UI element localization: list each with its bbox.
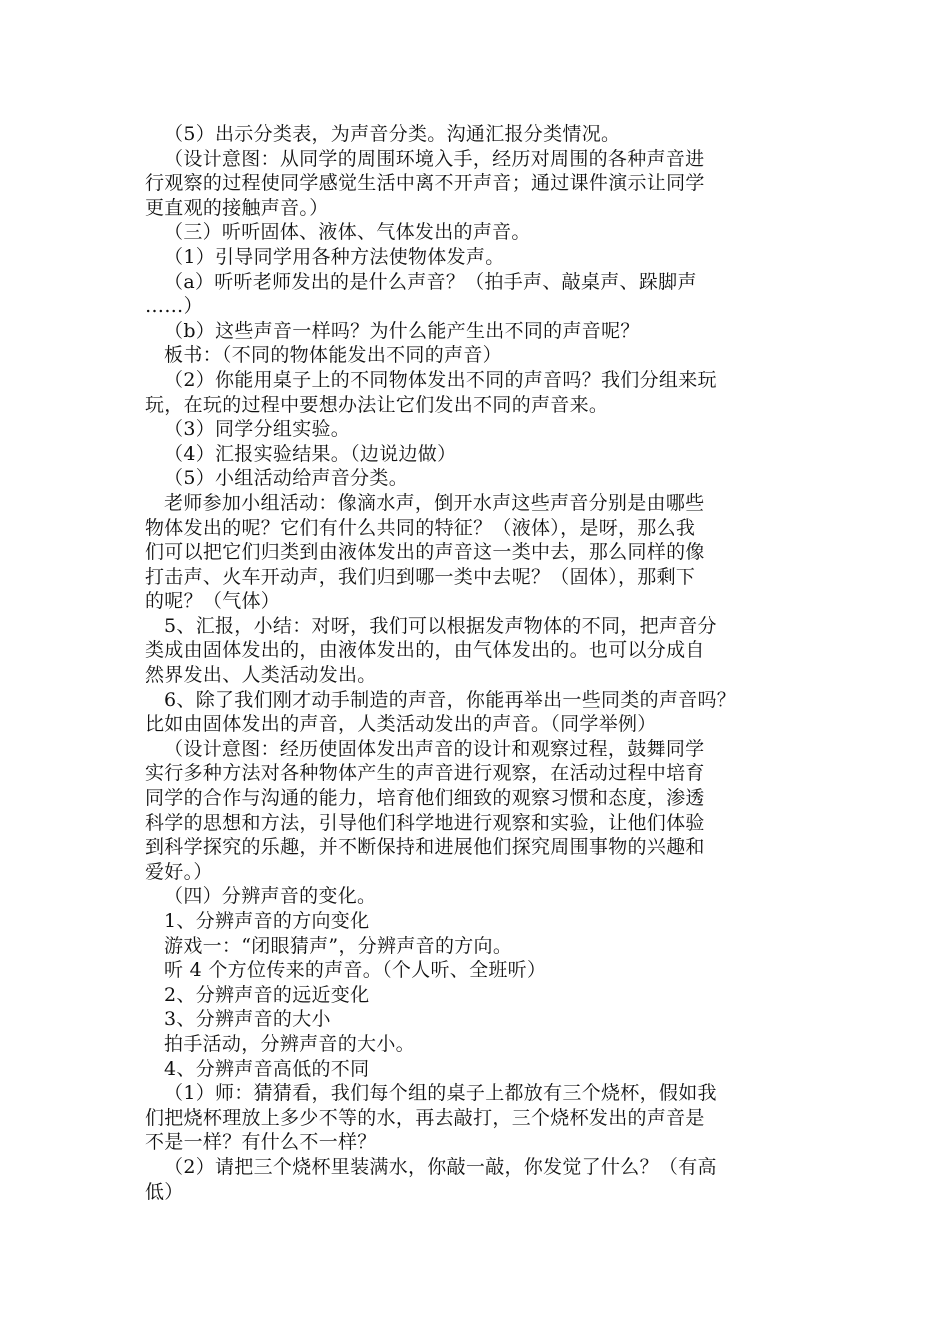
document-body (145, 122, 825, 1204)
text-line: 爱好。） (145, 860, 213, 883)
text-line: ……） (145, 295, 203, 318)
text-line: 然界发出、人类活动发出。 (145, 664, 377, 687)
text-line: （2）请把三个烧杯里装满水，你敲一敲，你发觉了什么？（有高 (145, 1155, 717, 1178)
text-line: 打击声、火车开动声，我们归到哪一类中去呢？（固体），那剩下 (145, 565, 696, 588)
text-line: 比如由固体发出的声音，人类活动发出的声音。（同学举例） (145, 713, 657, 736)
text-line: （5）小组活动给声音分类。 (145, 467, 409, 490)
text-line: （1）师：猜猜看，我们每个组的桌子上都放有三个烧杯，假如我 (145, 1082, 717, 1105)
text-line: 行观察的过程使同学感觉生活中离不开声音；通过课件演示让同学 (145, 172, 705, 195)
text-line: 听 4 个方位传来的声音。（个人听、全班听） (145, 959, 547, 982)
text-line: 的呢？（气体） (145, 590, 281, 613)
text-line: 游戏一：“闭眼猜声”，分辨声音的方向。 (145, 934, 513, 957)
text-line: 3、分辨声音的大小 (145, 1008, 331, 1031)
text-line: （5）出示分类表，为声音分类。沟通汇报分类情况。 (145, 123, 621, 145)
text-line: （设计意图：经历使固体发出声音的设计和观察过程，鼓舞同学 (145, 737, 705, 760)
text-line: 类成由固体发出的，由液体发出的，由气体发出的。也可以分成自 (145, 639, 705, 662)
text-line: （a）听听老师发出的是什么声音？（拍手声、敲桌声、跺脚声 (145, 270, 697, 293)
text-line: （b）这些声音一样吗？为什么能产生出不同的声音呢？ (145, 319, 640, 342)
text-line: （四）分辨声音的变化。 (145, 885, 377, 908)
text-line: 6、除了我们刚才动手制造的声音，你能再举出一些同类的声音吗？ (145, 688, 737, 711)
text-line: 1、分辨声音的方向变化 (145, 910, 370, 932)
text-line: 5、汇报，小结：对呀，我们可以根据发声物体的不同，把声音分 (145, 614, 717, 637)
text-line: 4、分辨声音高低的不同 (145, 1057, 370, 1080)
text-line: 2、分辨声音的远近变化 (145, 983, 370, 1006)
text-line: 更直观的接触声音。） (145, 196, 329, 219)
text-line: 们可以把它们归类到由液体发出的声音这一类中去，那么同样的像 (145, 541, 705, 564)
text-line: 实行多种方法对各种物体产生的声音进行观察，在活动过程中培育 (145, 762, 705, 785)
text-line: 物体发出的呢？它们有什么共同的特征？（液体），是呀，那么我 (145, 516, 696, 539)
text-line: （3）同学分组实验。 (145, 418, 351, 441)
text-line: （2）你能用桌子上的不同物体发出不同的声音吗？我们分组来玩 (145, 368, 717, 391)
text-line: 不是一样？有什么不一样？ (145, 1131, 377, 1154)
text-line: 玩，在玩的过程中要想办法让它们发出不同的声音来。 (145, 393, 609, 416)
text-line: 板书：（不同的物体能发出不同的声音） (145, 344, 502, 367)
text-line: 低） (145, 1180, 184, 1203)
text-line: 拍手活动，分辨声音的大小。 (145, 1032, 415, 1055)
text-line: （4）汇报实验结果。（边说边做） (145, 442, 457, 465)
text-line: 到科学探究的乐趣，并不断保持和进展他们探究周围事物的兴趣和 (145, 836, 705, 859)
text-line: （设计意图：从同学的周围环境入手，经历对周围的各种声音进 (145, 147, 705, 170)
text-line: （三）听听固体、液体、气体发出的声音。 (145, 221, 531, 244)
text-line: 们把烧杯理放上多少不等的水，再去敲打，三个烧杯发出的声音是 (145, 1106, 705, 1129)
text-line: 老师参加小组活动：像滴水声，倒开水声这些声音分别是由哪些 (145, 491, 705, 514)
text-line: 科学的思想和方法，引导他们科学地进行观察和实验，让他们体验 (145, 811, 705, 834)
text-line: 同学的合作与沟通的能力，培育他们细致的观察习惯和态度，渗透 (145, 787, 705, 810)
text-line: （1）引导同学用各种方法使物体发声。 (145, 245, 505, 268)
